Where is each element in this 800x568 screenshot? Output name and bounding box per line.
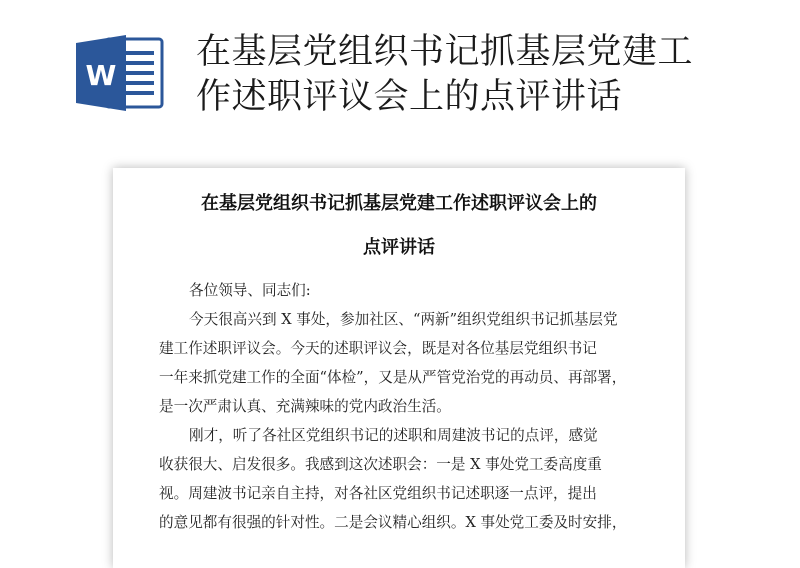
- document-title-line-1: 在基层党组织书记抓基层党建工作述职评议会上的: [201, 193, 597, 214]
- document-body-line: 今天很高兴到 X 事处，参加社区、“两新”组织党组织书记抓基层党: [189, 311, 618, 328]
- word-document-icon: [76, 33, 164, 113]
- document-body-line: 建工作述职评议会。今天的述职评议会，既是对各位基层党组织书记: [159, 340, 597, 357]
- document-body-line: 收获很大、启发很多。我感到这次述职会：一是 X 事处党工委高度重: [159, 456, 602, 473]
- document-body-line: 是一次严肃认真、充满辣味的党内政治生活。: [159, 398, 451, 415]
- document-title: [113, 182, 685, 270]
- word-icon-letter: W: [85, 59, 117, 92]
- document-title-line-2: 点评讲话: [363, 237, 435, 258]
- document-body-line: 一年来抓党建工作的全面“体检”，又是从严管党治党的再动员、再部署，: [159, 369, 627, 386]
- document-body-line: 各位领导、同志们:: [189, 282, 311, 299]
- document-body: [159, 276, 643, 537]
- header: [0, 0, 800, 150]
- document-page-preview: [113, 168, 685, 568]
- document-body-line: 刚才，听了各社区党组织书记的述职和周建波书记的点评，感觉: [189, 427, 598, 444]
- document-body-line: 视。周建波书记亲自主持，对各社区党组织书记述职逐一点评，提出: [159, 485, 597, 502]
- document-body-line: 的意见都有很强的针对性。二是会议精心组织。X 事处党工委及时安排，: [159, 514, 627, 531]
- file-title-line-1: 在基层党组织书记抓基层党建工: [196, 32, 694, 72]
- file-title: [196, 30, 756, 120]
- file-title-line-2: 作述职评议会上的点评讲话: [196, 77, 623, 117]
